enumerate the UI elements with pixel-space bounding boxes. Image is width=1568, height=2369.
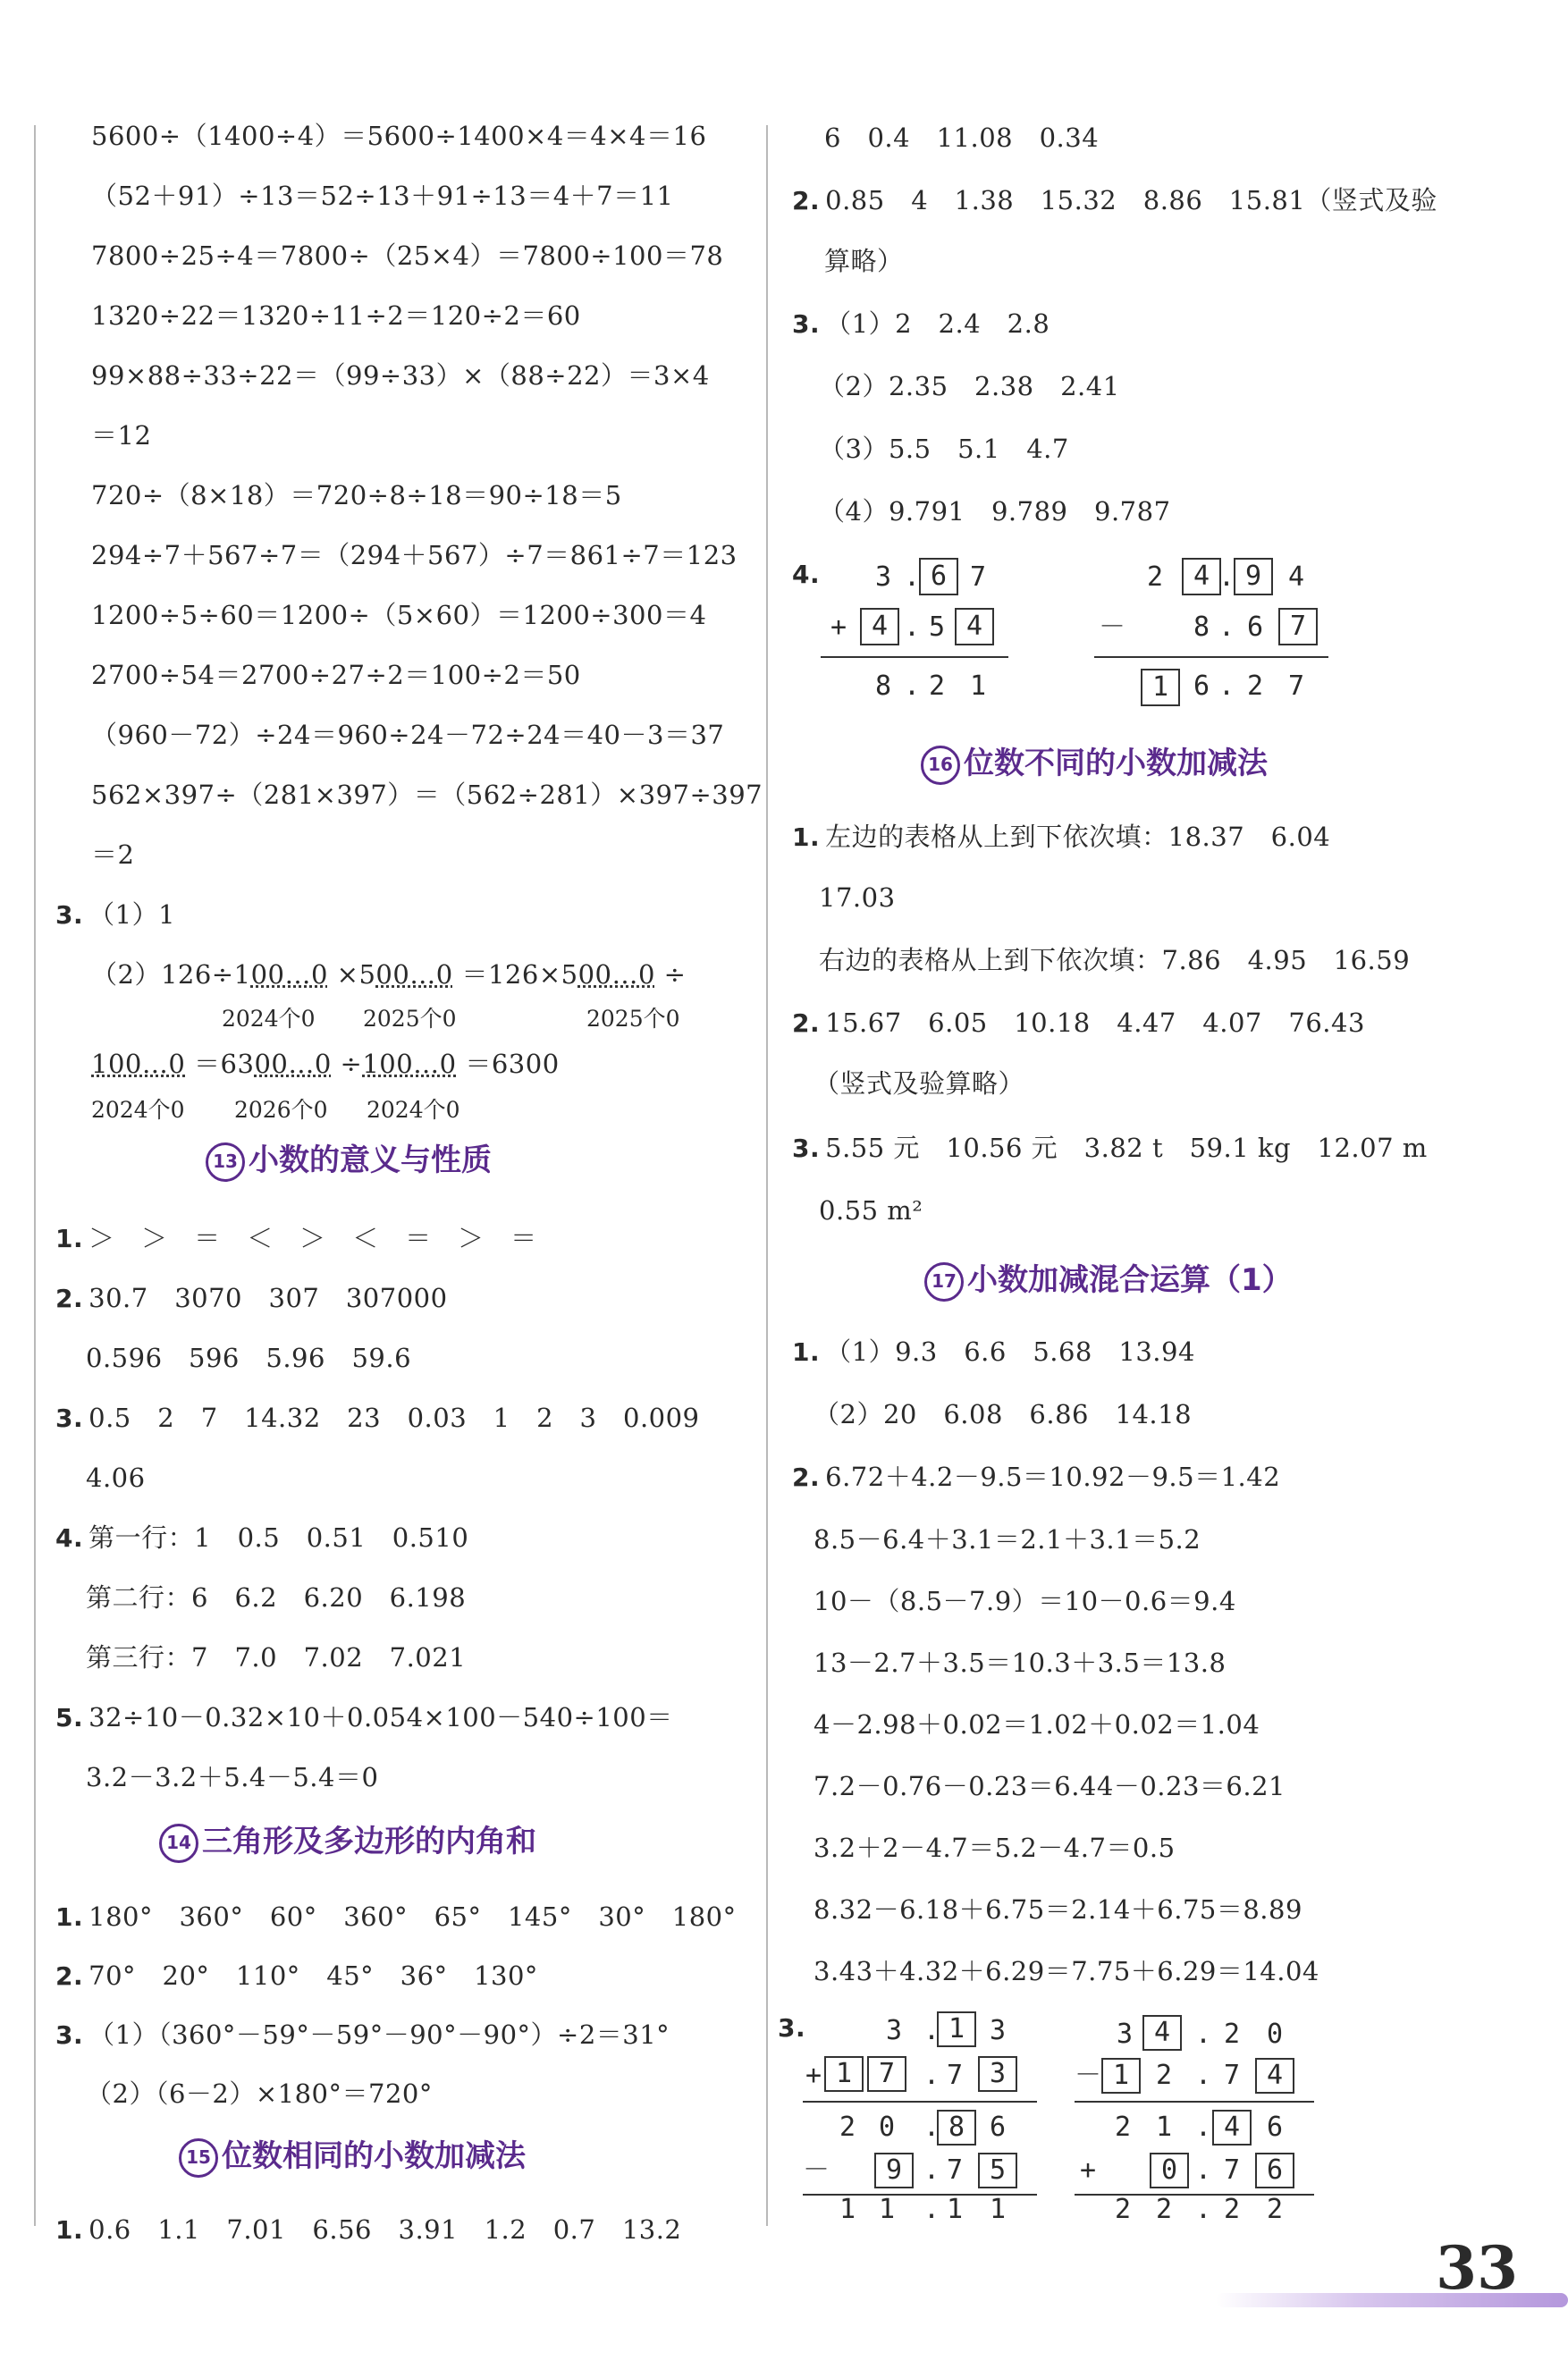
brace-label: 2026个0 xyxy=(234,1097,328,1123)
question-number: 3. xyxy=(55,2020,84,2050)
brace-label: 2025个0 xyxy=(363,1006,457,1032)
question-number: 4. xyxy=(55,1523,84,1553)
section-title: 位数不同的小数加减法 xyxy=(964,746,1268,781)
answer-text: ＞ ＞ ＝ ＜ ＞ ＜ ＝ ＞ ＝ xyxy=(89,1223,537,1253)
minus-sign: － xyxy=(1099,611,1125,643)
digit: 2 xyxy=(839,2112,856,2143)
question-number: 1. xyxy=(792,1337,821,1367)
question-number: 4. xyxy=(792,560,821,589)
digit-box: 5 xyxy=(978,2153,1017,2188)
answer-line: 右边的表格从上到下依次填：7.86 4.95 16.59 xyxy=(819,945,1411,975)
question-number: 2. xyxy=(792,186,821,215)
answer-text: （1）（360°－59°－59°－90°－90°）÷2＝31° xyxy=(89,2019,670,2050)
question-3 xyxy=(792,306,1050,342)
question-3 xyxy=(792,1130,1428,1167)
braced-zeros: 00…0 xyxy=(254,1049,332,1079)
section-title: 小数的意义与性质 xyxy=(249,1142,492,1178)
answer-text: 30.7 3070 307 307000 xyxy=(89,1283,448,1313)
answer-line: （3）5.5 5.1 4.7 xyxy=(819,434,1069,464)
digit: 8 xyxy=(874,670,892,702)
digit: 4 xyxy=(1287,561,1305,593)
section-title: 位数相同的小数加减法 xyxy=(222,2138,526,2174)
digit-box: 9 xyxy=(1234,558,1273,595)
digit: . xyxy=(903,611,921,643)
question-number: 3. xyxy=(792,1134,821,1163)
digit-box: 4 xyxy=(1212,2110,1252,2146)
answer-line: 0.55 m² xyxy=(819,1195,923,1226)
answer-text: 第一行：1 0.5 0.51 0.510 xyxy=(89,1522,469,1553)
left-line: （960－72）÷24＝960÷24－72÷24＝40－3＝37 xyxy=(91,720,725,750)
digit: 8 xyxy=(1193,611,1210,643)
question-number: 1. xyxy=(792,822,821,852)
answer-line: 17.03 xyxy=(819,882,896,913)
digit: . xyxy=(923,2112,940,2143)
question-number: 1. xyxy=(55,1224,84,1253)
digit-box: 1 xyxy=(937,2011,976,2047)
left-line: （52＋91）÷13＝52÷13＋91÷13＝4＋7＝11 xyxy=(91,181,674,211)
plus-sign: + xyxy=(805,2060,822,2091)
answer-text: 5.55 元 10.56 元 3.82 t 59.1 kg 12.07 m xyxy=(825,1133,1428,1163)
expr-part: ÷ xyxy=(340,1049,363,1079)
plus-sign: + xyxy=(830,611,847,643)
digit: 2 xyxy=(1266,2194,1284,2225)
digit: 1 xyxy=(878,2194,896,2225)
answer-line: 算略） xyxy=(824,246,904,276)
minus-sign: － xyxy=(1075,2060,1101,2091)
q3-part2-line xyxy=(91,957,686,992)
digit: . xyxy=(1194,2154,1212,2186)
digit-box: 6 xyxy=(919,558,958,595)
section-title: 三角形及多边形的内角和 xyxy=(202,1824,536,1859)
question-2 xyxy=(792,182,1437,219)
digit: 3 xyxy=(885,2015,903,2046)
left-margin-rule xyxy=(34,125,36,2226)
digit: 0 xyxy=(878,2112,896,2143)
expr-part: ＝63 xyxy=(194,1049,255,1079)
digit: . xyxy=(1218,611,1235,643)
answer-line: 8.5－6.4＋3.1＝2.1＋3.1＝5.2 xyxy=(814,1524,1201,1555)
answer-line: （2）20 6.08 6.86 14.18 xyxy=(814,1399,1193,1429)
braced-zeros: 100…0 xyxy=(91,1049,186,1079)
answer-line: 7.2－0.76－0.23＝6.44－0.23＝6.21 xyxy=(814,1771,1286,1801)
question-number: 1. xyxy=(55,1902,84,1932)
digit: 7 xyxy=(946,2060,964,2091)
digit: 2 xyxy=(1146,561,1164,593)
question-5 xyxy=(55,1699,673,1736)
answer-text: 15.67 6.05 10.18 4.47 4.07 76.43 xyxy=(825,1007,1365,1038)
digit: 2 xyxy=(1223,2194,1241,2225)
digit: 3 xyxy=(874,561,892,593)
digit-box: 4 xyxy=(955,608,994,645)
digit: 7 xyxy=(1287,670,1305,702)
digit: 3 xyxy=(1116,2019,1134,2050)
answer-line: （竖式及验算略） xyxy=(814,1068,1025,1099)
digit-box: 1 xyxy=(1141,669,1180,706)
answer-line: 0.596 596 5.96 59.6 xyxy=(86,1343,412,1373)
answer-line: 3.43＋4.32＋6.29＝7.75＋6.29＝14.04 xyxy=(814,1956,1319,1986)
sum-line xyxy=(821,656,1008,658)
plus-sign: + xyxy=(1079,2154,1097,2186)
answer-line: 13－2.7＋3.5＝10.3＋3.5＝13.8 xyxy=(814,1648,1227,1678)
question-3 xyxy=(55,897,175,933)
digit: . xyxy=(1194,2019,1212,2050)
section-heading-15 xyxy=(179,2131,526,2178)
answer-text: 6.72＋4.2－9.5＝10.92－9.5＝1.42 xyxy=(825,1462,1281,1492)
answer-text: 0.85 4 1.38 15.32 8.86 15.81（竖式及验 xyxy=(825,185,1437,215)
question-2 xyxy=(792,1005,1365,1041)
question-number: 2. xyxy=(55,1961,84,1991)
answer-text: （1）9.3 6.6 5.68 13.94 xyxy=(825,1336,1195,1367)
section-heading-14 xyxy=(159,1817,536,1863)
digit: 3 xyxy=(989,2015,1007,2046)
answer-line: 第二行：6 6.2 6.20 6.198 xyxy=(86,1582,467,1613)
digit: . xyxy=(903,561,921,593)
digit: . xyxy=(903,670,921,702)
digit: 7 xyxy=(946,2154,964,2186)
question-number: 1. xyxy=(55,2215,84,2245)
digit: . xyxy=(1218,670,1235,702)
left-line: 2700÷54＝2700÷27÷2＝100÷2＝50 xyxy=(91,660,581,690)
q3-part2-cont-line xyxy=(91,1046,560,1082)
page-number: 33 xyxy=(1436,2233,1518,2303)
digit: 5 xyxy=(928,611,946,643)
difference-line xyxy=(1094,656,1328,658)
expr-part: （2）126÷ xyxy=(91,959,234,990)
digit: 2 xyxy=(1114,2112,1132,2143)
question-1 xyxy=(792,819,1330,856)
digit-box: 7 xyxy=(867,2056,906,2092)
question-number: 2. xyxy=(792,1463,821,1492)
left-line: 5600÷（1400÷4）＝5600÷1400×4＝4×4＝16 xyxy=(91,121,707,151)
digit: 1 xyxy=(969,670,987,702)
digit-box: 0 xyxy=(1150,2153,1189,2188)
digit-box: 4 xyxy=(1255,2058,1294,2094)
digit-box: 4 xyxy=(1142,2015,1182,2051)
answer-text: 左边的表格从上到下依次填：18.37 6.04 xyxy=(825,822,1331,852)
answer-line: 4－2.98＋0.02＝1.02＋0.02＝1.04 xyxy=(814,1709,1260,1740)
answer-line: （4）9.791 9.789 9.787 xyxy=(819,496,1171,527)
left-line: 99×88÷33÷22＝（99÷33）×（88÷22）＝3×4 xyxy=(91,360,710,391)
answer-line: 第三行：7 7.0 7.02 7.021 xyxy=(86,1642,467,1673)
digit-box: 8 xyxy=(937,2110,976,2146)
digit: . xyxy=(1194,2194,1212,2225)
digit-box: 1 xyxy=(1101,2058,1141,2094)
minus-sign: － xyxy=(803,2154,830,2186)
section-heading-17 xyxy=(924,1255,1293,1302)
question-2 xyxy=(55,1280,448,1317)
question-number: 2. xyxy=(55,1284,84,1313)
left-line: 1320÷22＝1320÷11÷2＝120÷2＝60 xyxy=(91,300,581,331)
digit-box: 4 xyxy=(860,608,899,645)
answer-line: （2）2.35 2.38 2.41 xyxy=(819,371,1120,401)
question-number: 3. xyxy=(792,309,821,339)
section-number-badge: 13 xyxy=(206,1142,245,1182)
digit: 1 xyxy=(989,2194,1007,2225)
question-number: 3. xyxy=(55,1404,84,1433)
answer-text: （1）2 2.4 2.8 xyxy=(825,308,1050,339)
digit-box: 7 xyxy=(1278,608,1318,645)
digit: 6 xyxy=(1246,611,1264,643)
section-heading-13 xyxy=(206,1135,492,1182)
vertical-addition xyxy=(821,558,1017,710)
braced-zeros: 100…0 xyxy=(362,1049,457,1079)
left-line: ＝2 xyxy=(91,839,135,870)
digit-box: 6 xyxy=(1255,2153,1294,2188)
left-line: 1200÷5÷60＝1200÷（5×60）＝1200÷300＝4 xyxy=(91,600,707,630)
digit: 2 xyxy=(1223,2019,1241,2050)
section-number-badge: 17 xyxy=(924,1262,964,1302)
brace-label: 2024个0 xyxy=(367,1097,460,1123)
answer-line: 4.06 xyxy=(86,1463,146,1493)
question-2 xyxy=(55,1958,538,1994)
answer-line: 6 0.4 11.08 0.34 xyxy=(824,122,1100,153)
section-number-badge: 16 xyxy=(921,746,960,785)
answer-text: 0.6 1.1 7.01 6.56 3.91 1.2 0.7 13.2 xyxy=(89,2214,682,2245)
section-number-badge: 15 xyxy=(179,2138,218,2178)
question-1 xyxy=(792,1334,1195,1370)
digit: 1 xyxy=(1155,2112,1173,2143)
vertical-subtraction xyxy=(1094,558,1336,710)
expr-part: ×5 xyxy=(336,959,376,990)
answer-text: 32÷10－0.32×10＋0.054×100－540÷100＝ xyxy=(89,1702,673,1732)
question-1 xyxy=(55,1899,737,1935)
answer-text: （1）1 xyxy=(89,899,176,930)
left-line: 7800÷25÷4＝7800÷（25×4）＝7800÷100＝78 xyxy=(91,240,724,271)
digit: 2 xyxy=(1155,2194,1173,2225)
digit: 6 xyxy=(1266,2112,1284,2143)
answer-line: 8.32－6.18＋6.75＝2.14＋6.75＝8.89 xyxy=(814,1894,1302,1925)
braced-zeros: 00…0 xyxy=(577,959,655,990)
brace-label: 2024个0 xyxy=(91,1097,185,1123)
digit: 0 xyxy=(1266,2019,1284,2050)
vertical-calc-2 xyxy=(1075,2011,1325,2226)
digit: 6 xyxy=(989,2112,1007,2143)
digit: 7 xyxy=(1223,2060,1241,2091)
vertical-calc-1 xyxy=(803,2011,1053,2226)
answer-line: 3.2－3.2＋5.4－5.4＝0 xyxy=(86,1762,379,1792)
digit: . xyxy=(1194,2060,1212,2091)
section-title: 小数加减混合运算（1） xyxy=(967,1262,1293,1298)
question-2 xyxy=(792,1459,1280,1496)
digit-box: 9 xyxy=(874,2153,914,2188)
digit: . xyxy=(1218,561,1235,593)
digit: 2 xyxy=(1114,2194,1132,2225)
digit: 2 xyxy=(1246,670,1264,702)
digit: 1 xyxy=(839,2194,856,2225)
digit-box: 1 xyxy=(824,2056,864,2092)
digit: . xyxy=(923,2060,940,2091)
section-heading-16 xyxy=(921,738,1268,785)
question-number: 2. xyxy=(792,1008,821,1038)
digit: . xyxy=(923,2194,940,2225)
digit: 7 xyxy=(1223,2154,1241,2186)
sum-line xyxy=(803,2101,1037,2103)
section-number-badge: 14 xyxy=(159,1824,198,1863)
answer-line: 10－（8.5－7.9）＝10－0.6＝9.4 xyxy=(814,1586,1236,1616)
left-line: 720÷（8×18）＝720÷8÷18＝90÷18＝5 xyxy=(91,480,622,510)
expr-part: ÷ xyxy=(663,959,687,990)
left-line: 294÷7＋567÷7＝（294＋567）÷7＝861÷7＝123 xyxy=(91,540,738,570)
difference-line xyxy=(1075,2101,1314,2103)
answer-text: 180° 360° 60° 360° 65° 145° 30° 180° xyxy=(89,1901,737,1932)
question-3 xyxy=(55,1400,700,1437)
expr-part: ＝6300 xyxy=(465,1049,560,1079)
answer-text: 70° 20° 110° 45° 36° 130° xyxy=(89,1960,538,1991)
digit: 7 xyxy=(969,561,987,593)
brace-label: 2025个0 xyxy=(586,1006,680,1032)
question-number: 3. xyxy=(778,2013,806,2043)
question-3 xyxy=(55,2017,670,2053)
brace-label: 2024个0 xyxy=(222,1006,316,1032)
braced-zeros: 00…0 xyxy=(375,959,453,990)
digit: . xyxy=(923,2015,940,2046)
question-1 xyxy=(55,2212,681,2248)
braced-zeros: 00…0 xyxy=(250,959,328,990)
column-divider xyxy=(766,125,768,2226)
digit: 2 xyxy=(1155,2060,1173,2091)
question-1 xyxy=(55,1220,537,1257)
left-line: 562×397÷（281×397）＝（562÷281）×397÷397 xyxy=(91,780,763,810)
digit: . xyxy=(1194,2112,1212,2143)
expr-part: 1 xyxy=(233,959,251,990)
answer-line: （2）（6－2）×180°＝720° xyxy=(86,2078,433,2109)
digit: 2 xyxy=(928,670,946,702)
question-4 xyxy=(55,1520,468,1556)
answer-text: 0.5 2 7 14.32 23 0.03 1 2 3 0.009 xyxy=(89,1403,700,1433)
digit: 1 xyxy=(946,2194,964,2225)
digit-box: 4 xyxy=(1182,558,1221,595)
question-number: 3. xyxy=(55,900,84,930)
question-number: 5. xyxy=(55,1703,84,1732)
digit-box: 3 xyxy=(978,2056,1017,2092)
digit: . xyxy=(923,2154,940,2186)
expr-part: ＝126×5 xyxy=(461,959,578,990)
left-line: ＝12 xyxy=(91,420,152,451)
digit: 6 xyxy=(1193,670,1210,702)
answer-line: 3.2＋2－4.7＝5.2－4.7＝0.5 xyxy=(814,1833,1176,1863)
